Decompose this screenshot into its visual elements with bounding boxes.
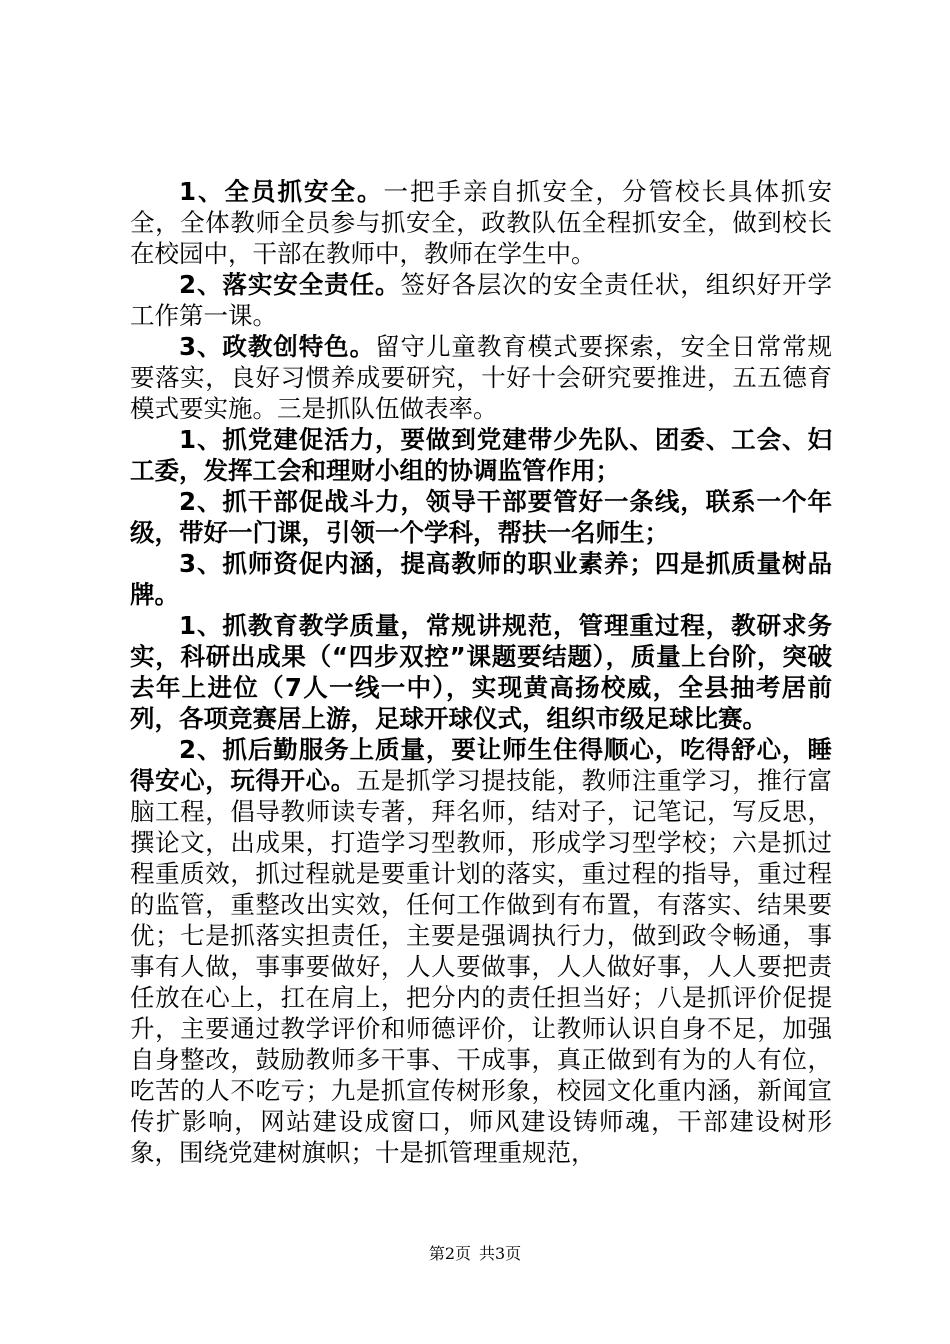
paragraph-1-bold: 1、全员抓安全。 xyxy=(179,177,384,206)
paragraph-8 xyxy=(130,734,832,1168)
paragraph-3-text: 留守儿童教育模式要探索，安全日常常规要落实，良好习惯养成要研究，十好十会研究要推进，五五德育模式要实施。三是抓队伍做表率。 xyxy=(130,332,833,423)
paragraph-7-bold: 1、抓教育教学质量，常规讲规范，管理重过程，教研求务实，科研出成果（“四步双控”课题要结题），质量上台阶，突破去年上进位（7人一线一中），实现黄高扬校威，全县抽考居前列，各项竞赛居上游，足球开球仪式，组织市级足球比赛。 xyxy=(130,611,832,733)
paragraph-7 xyxy=(130,610,832,734)
page-footer xyxy=(0,1244,950,1264)
document-body xyxy=(130,176,832,1168)
paragraph-8-bold: 2、抓后勤服务上质量，要让师生住得顺心，吃得舒心，睡得安心，玩得开心。 xyxy=(130,735,832,795)
paragraph-8-text: 五是抓学习提技能，教师注重学习，推行富脑工程，倡导教师读专著，拜名师，结对子，记笔记，写反思，撰论文，出成果，打造学习型教师，形成学习型学校；六是抓过程重质效，抓过程就是要重计划的落实，重过程的指导，重过程的监管，重整改出实效，任何工作做到有布置，有落实、结果要优；七是抓落实担责任，主要是强调执行力，做到政令畅通，事事有人做，事事要做好，人人要做事，人人做好事，人人要把责任放在心上，扛在肩上，把分内的责任担当好；八是抓评价促提升，主要通过教学评价和师德评价，让教师认识自身不足，加强自身整改，鼓励教师多干事、干成事，真正做到有为的人有位，吃苦的人不吃亏；九是抓宣传树形象，校园文化重内涵，新闻宣传扩影响，网站建设成窗口，师风建设铸师魂，干部建设树形象，围绕党建树旗帜；十是抓管理重规范， xyxy=(130,766,833,1167)
paragraph-3 xyxy=(130,331,832,424)
paragraph-2-bold: 2、落实安全责任。 xyxy=(179,270,401,299)
paragraph-2-text: 签好各层次的安全责任状，组织好开学工作第一课。 xyxy=(130,270,833,330)
paragraph-4-bold: 1、抓党建促活力，要做到党建带少先队、团委、工会、妇工委，发挥工会和理财小组的协调监管作用； xyxy=(130,425,832,485)
paragraph-2 xyxy=(130,269,832,331)
page-number: 第2页 xyxy=(428,1244,471,1263)
paragraph-5-bold: 2、抓干部促战斗力，领导干部要管好一条线，联系一个年级，带好一门课，引领一个学科，帮扶一名师生； xyxy=(130,487,832,547)
paragraph-6 xyxy=(130,548,832,610)
paragraph-3-bold: 3、政教创特色。 xyxy=(179,332,376,361)
paragraph-4 xyxy=(130,424,832,486)
page-total: 共3页 xyxy=(479,1244,522,1263)
paragraph-1 xyxy=(130,176,832,269)
paragraph-1-text: 一把手亲自抓安全，分管校长具体抓安全，全体教师全员参与抓安全，政教队伍全程抓安全，做到校长在校园中，干部在教师中，教师在学生中。 xyxy=(130,177,832,268)
paragraph-6-bold: 3、抓师资促内涵，提高教师的职业素养；四是抓质量树品牌。 xyxy=(130,549,832,609)
paragraph-5 xyxy=(130,486,832,548)
